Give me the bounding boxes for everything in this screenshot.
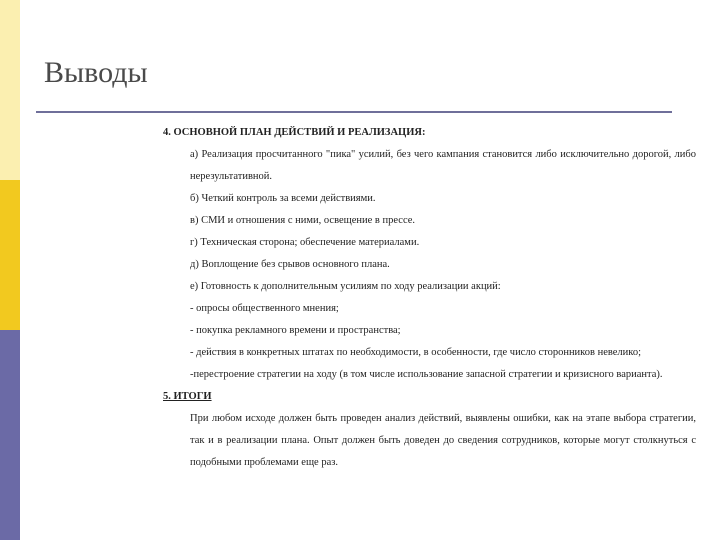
list-item: а) Реализация просчитанного "пика" усилий, без чего кампания становится либо исключительно дорогой, либо нерезультативной.	[190, 149, 696, 182]
list-item: -перестроение стратегии на ходу (в том числе использование запасной стратегии и кризисного варианта).	[190, 369, 663, 380]
list-item: б) Четкий контроль за всеми действиями.	[190, 193, 376, 204]
list-item: д) Воплощение без срывов основного плана.	[190, 259, 390, 270]
section-5-text: При любом исходе должен быть проведен анализ действий, выявлены ошибки, как на этапе выбора стратегии, так и в реализации плана. Опыт должен быть доведен до сведения сотрудников, которые могут столкнуться с подобными проблемами еще раз.	[190, 413, 696, 468]
decor-stripe-middle	[0, 180, 20, 330]
list-item: г) Техническая сторона; обеспечение материалами.	[190, 237, 420, 248]
list-item: в) СМИ и отношения с ними, освещение в прессе.	[190, 215, 416, 226]
decor-stripe-bottom	[0, 330, 20, 540]
decor-stripe-top	[0, 0, 20, 180]
list-item: - опросы общественного мнения;	[190, 303, 339, 314]
slide-body	[163, 122, 696, 474]
slide-title: Выводы	[44, 56, 148, 89]
section-5-heading: 5. ИТОГИ	[163, 391, 212, 402]
title-divider	[36, 111, 672, 113]
list-item: - действия в конкретных штатах по необходимости, в особенности, где число сторонников невелико;	[190, 347, 642, 358]
list-item: е) Готовность к дополнительным усилиям по ходу реализации акций:	[190, 281, 501, 292]
section-4-heading: 4. ОСНОВНОЙ ПЛАН ДЕЙСТВИЙ И РЕАЛИЗАЦИЯ:	[163, 127, 426, 138]
list-item: - покупка рекламного времени и пространства;	[190, 325, 401, 336]
